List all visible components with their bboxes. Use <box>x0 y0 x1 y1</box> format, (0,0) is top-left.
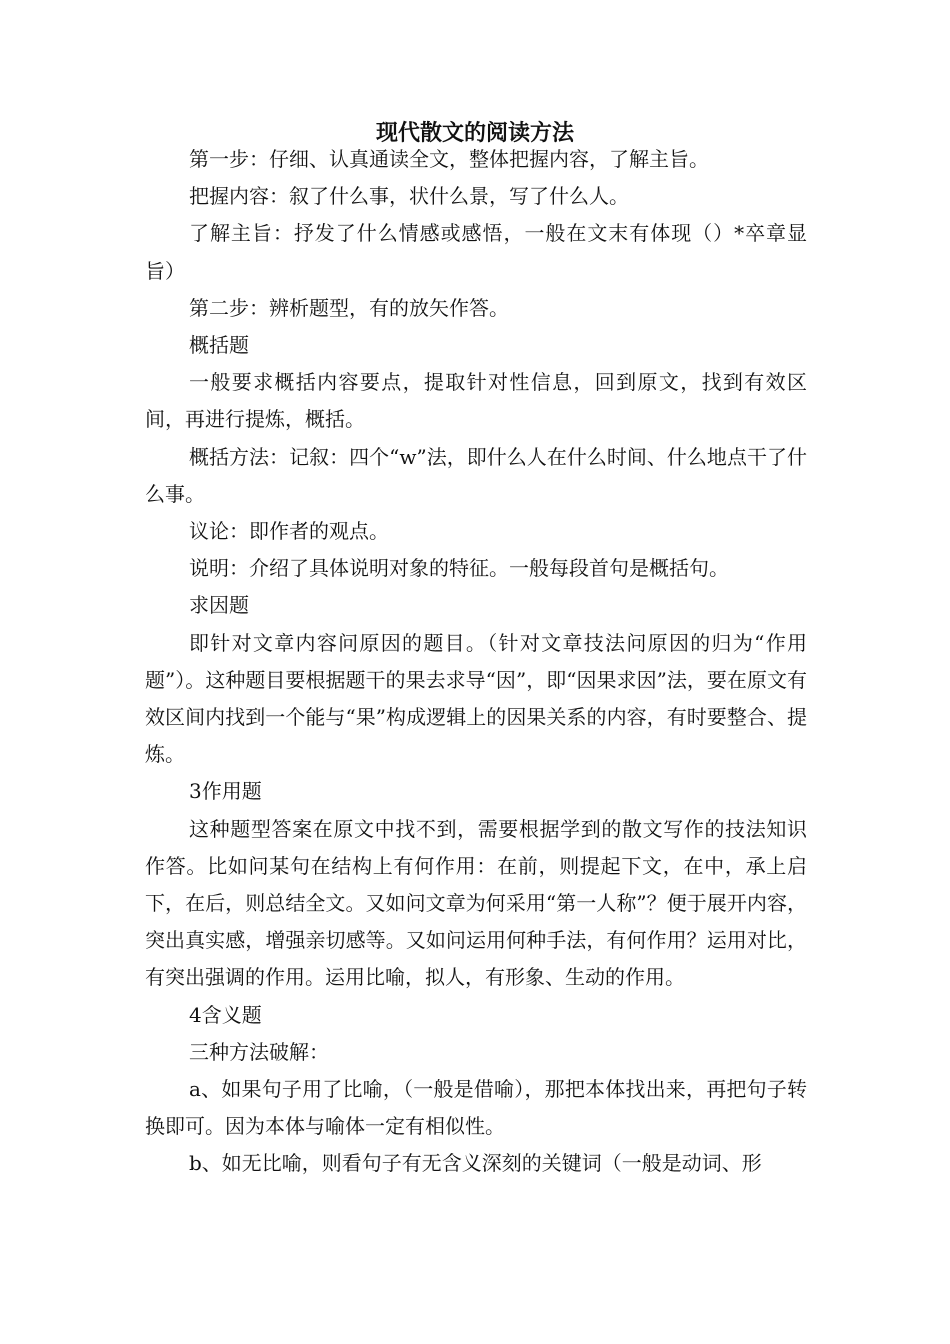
paragraph-method-a: a、如果句子用了比喻，（一般是借喻），那把本体找出来，再把句子转换即可。因为本体与喻体一定有相似性。 <box>145 1077 807 1139</box>
paragraph-understand-theme: 了解主旨：抒发了什么情感或感悟，一般在文末有体现（）*卒章显旨） <box>145 221 807 283</box>
paragraph-summary-general: 一般要求概括内容要点，提取针对性信息，回到原文，找到有效区间，再进行提炼，概括。 <box>145 370 807 432</box>
paragraph-cause-method: 即针对文章内容问原因的题目。（针对文章技法问原因的归为“作用题”）。这种题目要根据题干的果去求导“因”，即“因果求因”法，要在原文有效区间内找到一个能与“果”构成逻辑上的因果关系的内容，有时要整合、提炼。 <box>145 630 807 767</box>
paragraph-summary-method: 概括方法：记叙：四个“w”法，即什么人在什么时间、什么地点干了什么事。 <box>145 444 807 506</box>
document-title: 现代散文的阅读方法 <box>375 121 574 146</box>
paragraph-method-b: b、如无比喻，则看句子有无含义深刻的关键词（一般是动词、形 <box>189 1151 762 1176</box>
paragraph-grasp-content: 把握内容：叙了什么事，状什么景，写了什么人。 <box>189 184 629 209</box>
paragraph-function-method: 这种题型答案在原文中找不到，需要根据学到的散文写作的技法知识作答。比如问某句在结构上有何作用：在前，则提起下文，在中，承上启下，在后，则总结全文。又如问文章为何采用“第一人称”？便于展开内容，突出真实感，增强亲切感等。又如问运用何种手法，有何作用？运用对比，有突出强调的作用。运用比喻，拟人，有形象、生动的作用。 <box>145 816 807 990</box>
heading-summary-question: 概括题 <box>189 333 249 358</box>
document-body <box>145 141 807 1183</box>
paragraph-step-one: 第一步：仔细、认真通读全文，整体把握内容，了解主旨。 <box>189 147 709 171</box>
heading-cause-question: 求因题 <box>189 593 249 618</box>
paragraph-step-two: 第二步：辨析题型，有的放矢作答。 <box>189 295 509 320</box>
paragraph-explanation: 说明：介绍了具体说明对象的特征。一般每段首句是概括句。 <box>189 556 729 581</box>
heading-function-question: 3作用题 <box>189 779 262 804</box>
paragraph-argument: 议论：即作者的观点。 <box>189 519 389 544</box>
paragraph-three-methods: 三种方法破解： <box>189 1039 329 1064</box>
heading-meaning-question: 4含义题 <box>189 1002 262 1027</box>
